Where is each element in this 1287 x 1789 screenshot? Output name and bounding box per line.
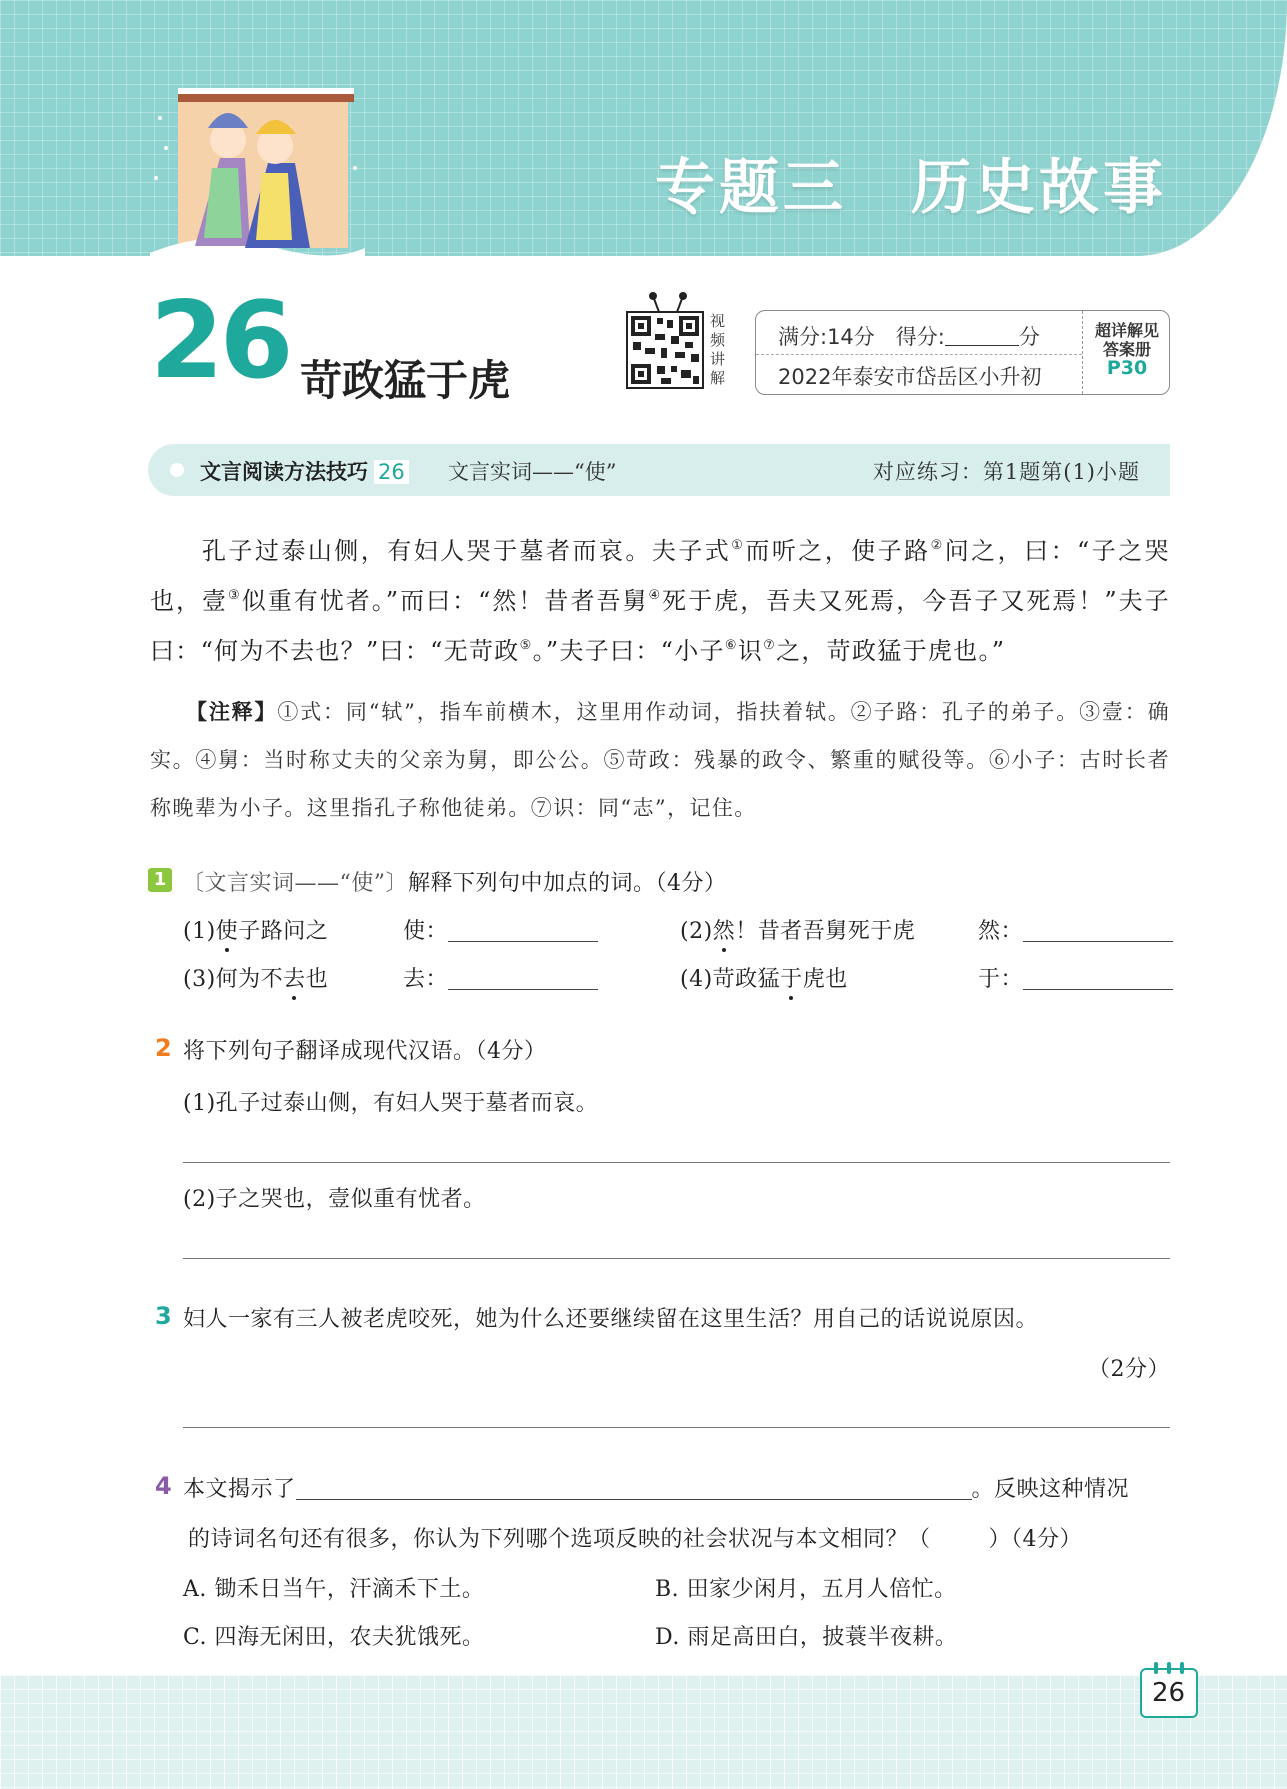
answer-line[interactable] [183, 1258, 1170, 1259]
method-topic: 文言实词——“使” [448, 460, 617, 484]
option-c[interactable]: C. 四海无闲田，农夫犹饿死。 [183, 1625, 485, 1650]
lesson-number: 26 [150, 279, 290, 402]
score-divider-vertical [1082, 311, 1083, 394]
score-blank[interactable] [945, 326, 1019, 346]
unit-title: 专题三 历史故事 [655, 153, 1167, 223]
method-practice: 对应练习：第1题第(1)小题 [872, 460, 1140, 484]
option-d[interactable]: D. 雨足高田白，披蓑半夜耕。 [655, 1625, 958, 1650]
score-row [778, 321, 1040, 351]
answer-reference: 超详解见 答案册 P30 [1090, 321, 1164, 378]
exam-source: 2022年泰安市岱岳区小升初 [778, 365, 1042, 389]
classical-passage: 孔子过泰山侧，有妇人哭于墓者而哀。夫子式①而听之，使子路②问之，曰：“子之哭也，壹③似重有忧者。”而曰：“然！昔者吾舅④死于虎，吾夫又死焉，今吾子又死焉！”夫子曰：“何为不去也？”曰：“无苛政⑤。”夫子曰：“小子⑥识⑦之，苛政猛于虎也。” [150, 537, 1170, 665]
question-1-prompt: 〔文言实词——“使”〕解释下列句中加点的词。（4分） [182, 871, 727, 896]
question-1-item-1: (1)使子路问之 [183, 919, 329, 944]
qr-video-label: 视频讲解 [710, 312, 726, 387]
question-2-sentence-1: (1)孔子过泰山侧，有妇人哭于墓者而哀。 [183, 1091, 599, 1116]
question-2-prompt: 将下列句子翻译成现代汉语。（4分） [183, 1039, 547, 1064]
answer-line[interactable] [183, 1427, 1170, 1428]
page-number: 26 [1151, 1678, 1186, 1708]
question-4-prompt-line-2: 的诗词名句还有很多，你认为下列哪个选项反映的社会状况与本文相同？（ ）（4分） [188, 1527, 1083, 1552]
method-number: 26 [374, 460, 409, 484]
question-1-item-4: (4)苛政猛于虎也 [680, 967, 848, 992]
notes-label: 【注释】 [186, 700, 278, 724]
question-1-item-1-answer: 使： [403, 914, 598, 945]
notes-text: ①式：同“轼”，指车前横木，这里用作动词，指扶着轼。②子路：孔子的弟子。③壹：确实。④舅：当时称丈夫的父亲为舅，即公公。⑤苛政：残暴的政令、繁重的赋役等。⑥小子：古时长者称晚辈为小子。这里指孔子称他徒弟。⑦识：同“志”，记住。 [150, 700, 1171, 820]
question-3-prompt: 妇人一家有三人被老虎咬死，她为什么还要继续留在这里生活？用自己的话说说原因。 [183, 1307, 1039, 1332]
answer-blank[interactable] [448, 968, 598, 990]
children-illustration [150, 88, 365, 258]
question-3-score: （2分） [1088, 1357, 1170, 1382]
question-2-number: 2 [155, 1034, 172, 1062]
question-1-item-2-answer: 然： [978, 914, 1173, 945]
method-label: 文言阅读方法技巧 26 [200, 456, 409, 486]
answer-page: P30 [1106, 357, 1148, 379]
lesson-title: 苛政猛于虎 [300, 356, 511, 405]
question-1-item-3: (3)何为不去也 [183, 967, 329, 992]
score-box [755, 310, 1170, 395]
question-1-item-4-answer: 于： [978, 962, 1173, 993]
answer-blank[interactable] [1023, 920, 1173, 942]
answer-blank[interactable] [448, 920, 598, 942]
question-4-prompt: 本文揭示了 。反映这种情况 [183, 1477, 1130, 1502]
score-label: 满分:14分 得分: [778, 325, 945, 349]
method-bar [148, 444, 1170, 496]
calendar-rings-icon [1152, 1662, 1186, 1674]
question-2-sentence-2: (2)子之哭也，壹似重有忧者。 [183, 1187, 486, 1212]
score-divider [756, 354, 1082, 355]
question-1-item-3-answer: 去： [403, 962, 598, 993]
option-b[interactable]: B. 田家少闲月，五月人倍忙。 [655, 1577, 957, 1602]
annotations [150, 688, 1170, 832]
bullet-icon [170, 463, 184, 477]
question-3-number: 3 [155, 1302, 172, 1330]
answer-line[interactable] [183, 1162, 1170, 1163]
answer-blank[interactable] [1023, 968, 1173, 990]
question-4-number: 4 [155, 1472, 172, 1500]
footer-band [0, 1675, 1287, 1789]
page-number-box [1140, 1668, 1198, 1718]
answer-blank[interactable] [296, 1478, 972, 1500]
question-1-item-2: (2)然！昔者吾舅死于虎 [680, 919, 916, 944]
option-a[interactable]: A. 锄禾日当午，汗滴禾下土。 [183, 1577, 485, 1602]
qr-code-icon[interactable] [625, 290, 705, 392]
score-unit: 分 [1018, 325, 1040, 349]
question-1-number: 1 [148, 868, 172, 892]
